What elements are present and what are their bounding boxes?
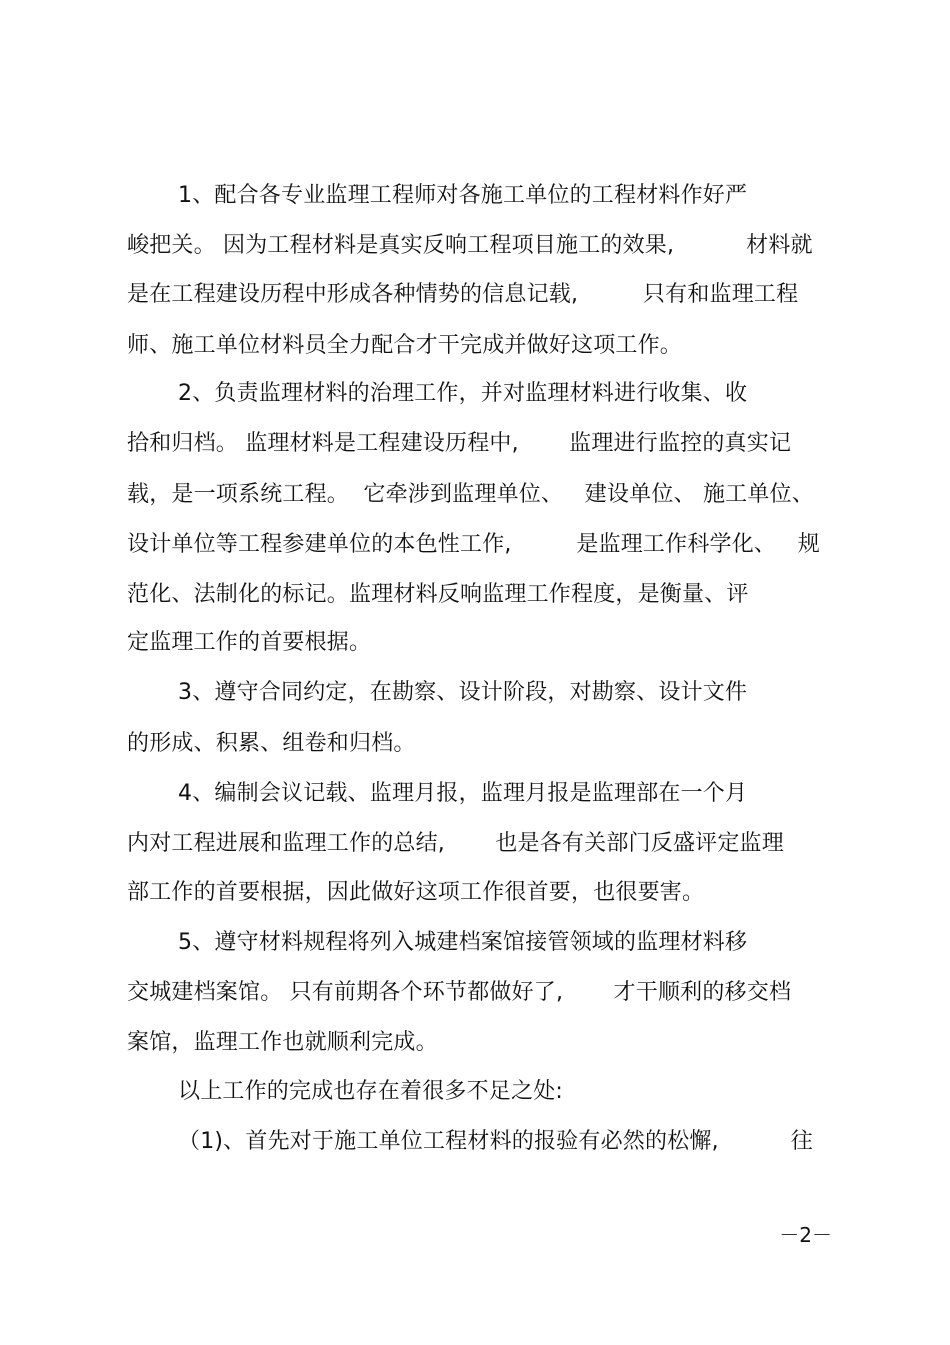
paragraph-2-line-1: 2、负责监理材料的治理工作，并对监理材料进行收集、收: [178, 381, 748, 406]
paragraph-2-line-2: 拾和归档。 监理材料是工程建设历程中, 监理进行监控的真实记: [127, 431, 792, 456]
page-number: －2－: [779, 1223, 832, 1247]
paragraph-1-line-2: 峻把关。 因为工程材料是真实反响工程项目施工的效果, 材料就: [127, 233, 813, 258]
paragraph-4-line-2: 内对工程进展和监理工作的总结, 也是各有关部门反盛评定监理: [127, 831, 784, 856]
paragraph-3-line-2: 的形成、积累、组卷和归档。: [127, 731, 416, 756]
paragraph-2-line-6: 定监理工作的首要根据。: [127, 630, 372, 655]
paragraph-1-line-4: 师、施工单位材料员全力配合才干完成并做好这项工作。: [127, 333, 683, 358]
paragraph-5-line-1: 5、遵守材料规程将列入城建档案馆接管领域的监理材料移: [178, 930, 748, 955]
paragraph-2-line-3: 载，是一项系统工程。 它牵涉到监理单位、 建设单位、 施工单位、: [127, 482, 814, 507]
paragraph-1-line-3: 是在工程建设历程中形成各种情势的信息记载, 只有和监理工程: [127, 282, 799, 307]
paragraph-3-line-1: 3、遵守合同约定，在勘察、设计阶段，对勘察、设计文件: [178, 680, 748, 705]
summary-line: 以上工作的完成也存在着很多不足之处:: [178, 1079, 564, 1104]
paragraph-5-line-2: 交城建档案馆。 只有前期各个环节都做好了, 才干顺利的移交档: [127, 980, 792, 1005]
paragraph-2-line-5: 范化、法制化的标记。监理材料反响监理工作程度，是衡量、评: [127, 582, 749, 607]
paragraph-5-line-3: 案馆，监理工作也就顺利完成。: [127, 1030, 438, 1055]
paragraph-4-line-1: 4、编制会议记载、监理月报，监理月报是监理部在一个月: [178, 781, 748, 806]
item-1-line: （1)、首先对于施工单位工程材料的报验有必然的松懈, 往: [178, 1129, 813, 1154]
paragraph-1-line-1: 1、配合各专业监理工程师对各施工单位的工程材料作好严: [178, 183, 748, 208]
paragraph-4-line-3: 部工作的首要根据，因此做好这项工作很首要，也很要害。: [127, 880, 705, 905]
paragraph-2-line-4: 设计单位等工程参建单位的本色性工作, 是监理工作科学化、 规: [127, 532, 820, 557]
